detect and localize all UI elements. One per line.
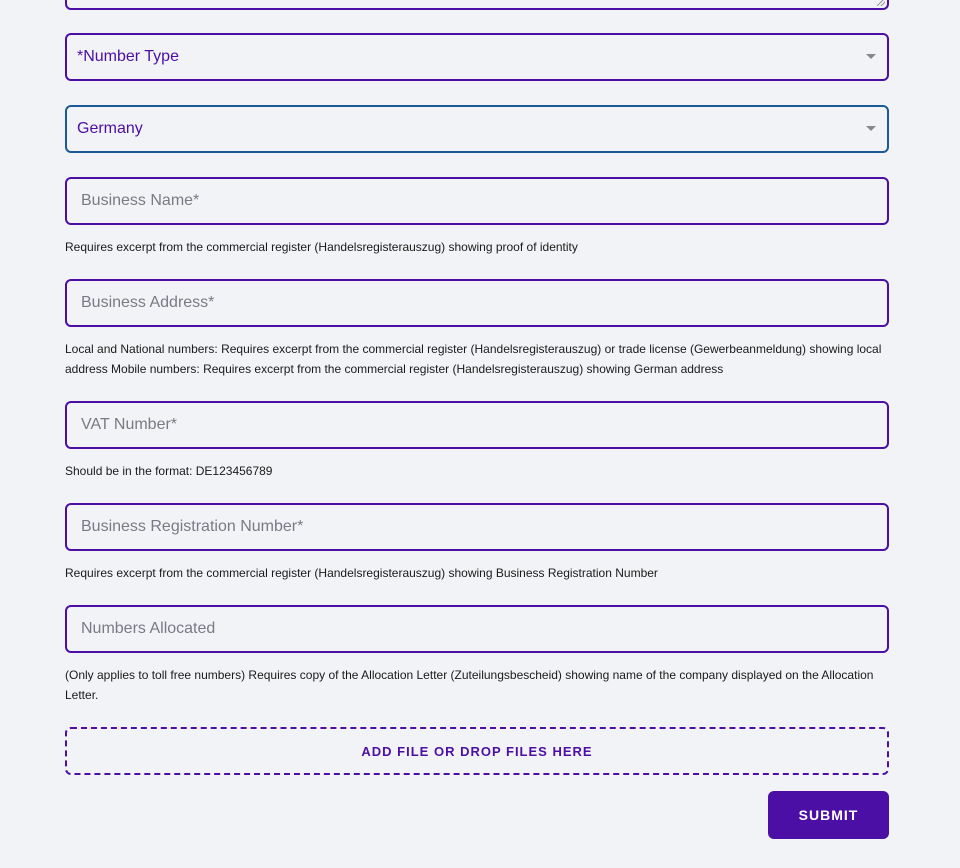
chevron-down-icon bbox=[866, 54, 876, 59]
business-address-field[interactable] bbox=[65, 279, 889, 327]
business-name-field[interactable] bbox=[65, 177, 889, 225]
numbers-allocated-input[interactable] bbox=[67, 607, 887, 651]
vat-number-input[interactable] bbox=[67, 403, 887, 447]
chevron-down-icon bbox=[866, 126, 876, 131]
file-dropzone[interactable] bbox=[65, 727, 889, 775]
registration-number-field[interactable] bbox=[65, 503, 889, 551]
vat-number-field[interactable] bbox=[65, 401, 889, 449]
textarea-field[interactable] bbox=[65, 0, 889, 10]
dropzone-label: ADD FILE OR DROP FILES HERE bbox=[361, 743, 593, 759]
business-address-help: Local and National numbers: Requires excerpt from the commercial register (Handelsregisterauszug) or trade license (Gewerbeanmeldung) showing local address Mobile numbers: Requires excerpt from the commercial register (Handelsregisterauszug) showing German address bbox=[65, 342, 882, 376]
registration-number-help: Requires excerpt from the commercial register (Handelsregisterauszug) showing Business Registration Number bbox=[65, 566, 658, 580]
country-value: Germany bbox=[77, 120, 143, 137]
business-address-input[interactable] bbox=[67, 281, 887, 325]
number-type-select[interactable] bbox=[65, 33, 889, 81]
business-name-input[interactable] bbox=[67, 179, 887, 223]
registration-number-input[interactable] bbox=[67, 505, 887, 549]
numbers-allocated-field[interactable] bbox=[65, 605, 889, 653]
vat-number-help: Should be in the format: DE123456789 bbox=[65, 464, 273, 478]
submit-button[interactable]: SUBMIT bbox=[768, 791, 889, 839]
number-type-value: *Number Type bbox=[77, 48, 179, 65]
business-name-help: Requires excerpt from the commercial register (Handelsregisterauszug) showing proof of identity bbox=[65, 240, 578, 254]
numbers-allocated-help: (Only applies to toll free numbers) Requires copy of the Allocation Letter (Zuteilungsbescheid) showing name of the company displayed on the Allocation Letter. bbox=[65, 668, 874, 702]
resize-handle-icon[interactable] bbox=[877, 0, 885, 6]
country-select[interactable] bbox=[65, 105, 889, 153]
